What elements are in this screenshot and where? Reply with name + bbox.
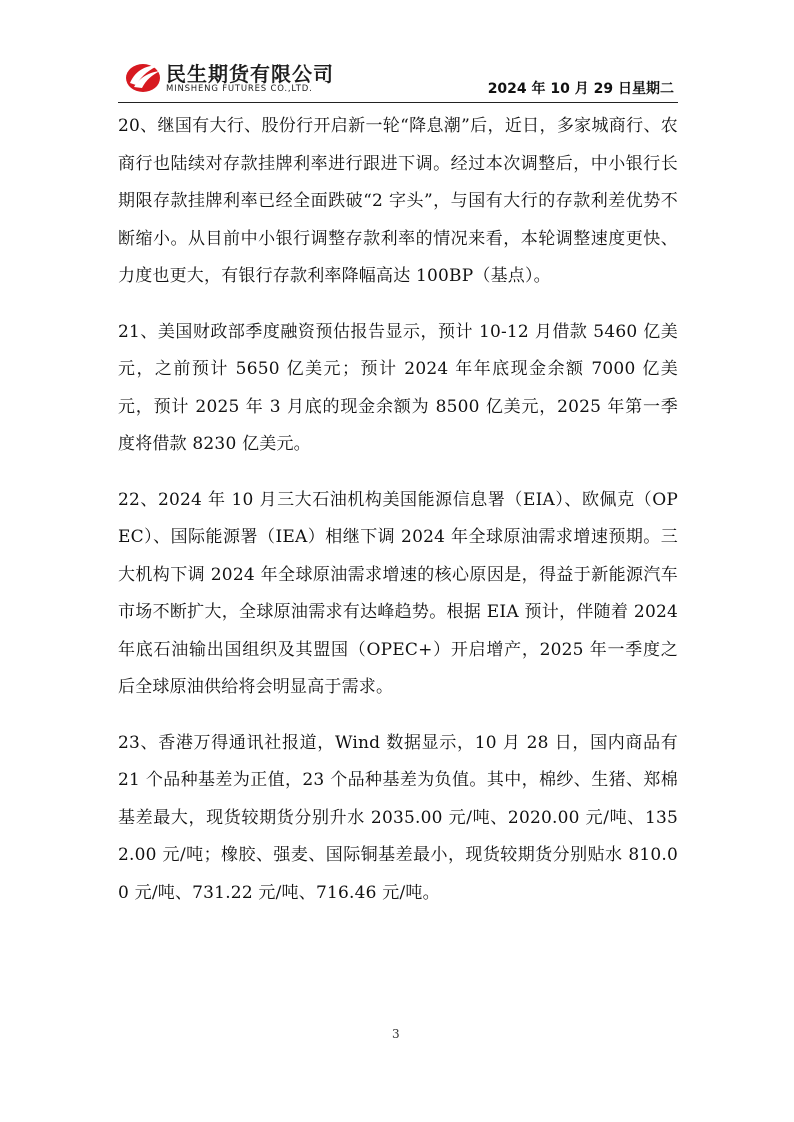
news-item-21: 21、美国财政部季度融资预估报告显示，预计 10-12 月借款 5460 亿美元，之前预计 5650 亿美元；预计 2024 年年底现金余额 7000 亿美元，预计 2025 年 3 月底的现金余额为 8500 亿美元，2025 年第一季度将借款 8230 亿美元。	[118, 321, 678, 454]
report-date: 2024 年 10 月 29 日星期二	[487, 81, 674, 97]
document-body	[118, 108, 678, 930]
news-item-23: 23、香港万得通讯社报道，Wind 数据显示，10 月 28 日，国内商品有 21 个品种基差为正值，23 个品种基差为负值。其中，棉纱、生猪、郑棉基差最大，现货较期货分别升水 2035.00 元/吨、2020.00 元/吨、1352.00 元/吨；橡胶、强麦、国际铜基差最小，现货较期货分别贴水 810.00 元/吨、731.22 元/吨、716.46 元/吨。	[118, 732, 678, 903]
company-logo	[124, 56, 374, 100]
page-header	[118, 52, 678, 103]
company-name-cn: 民生期货有限公司	[166, 62, 334, 86]
company-name-en: MINSHENG FUTURES CO.,LTD.	[166, 84, 313, 94]
minsheng-logo-icon	[124, 59, 162, 95]
page-number: 3	[392, 1027, 400, 1041]
news-item-20: 20、继国有大行、股份行开启新一轮“降息潮”后，近日，多家城商行、农商行也陆续对存款挂牌利率进行跟进下调。经过本次调整后，中小银行长期限存款挂牌利率已经全面跌破“2 字头”，与国有大行的存款利差优势不断缩小。从目前中小银行调整存款利率的情况来看，本轮调整速度更快、力度也更大，有银行存款利率降幅高达 100BP（基点）。	[118, 116, 678, 286]
news-item-22: 22、2024 年 10 月三大石油机构美国能源信息署（EIA）、欧佩克（OPEC）、国际能源署（IEA）相继下调 2024 年全球原油需求增速预期。三大机构下调 2024 年全球原油需求增速的核心原因是，得益于新能源汽车市场不断扩大，全球原油需求有达峰趋势。根据 EIA 预计，伴随着 2024 年底石油输出国组织及其盟国（OPEC+）开启增产，2025 年一季度之后全球原油供给将会明显高于需求。	[118, 489, 678, 697]
